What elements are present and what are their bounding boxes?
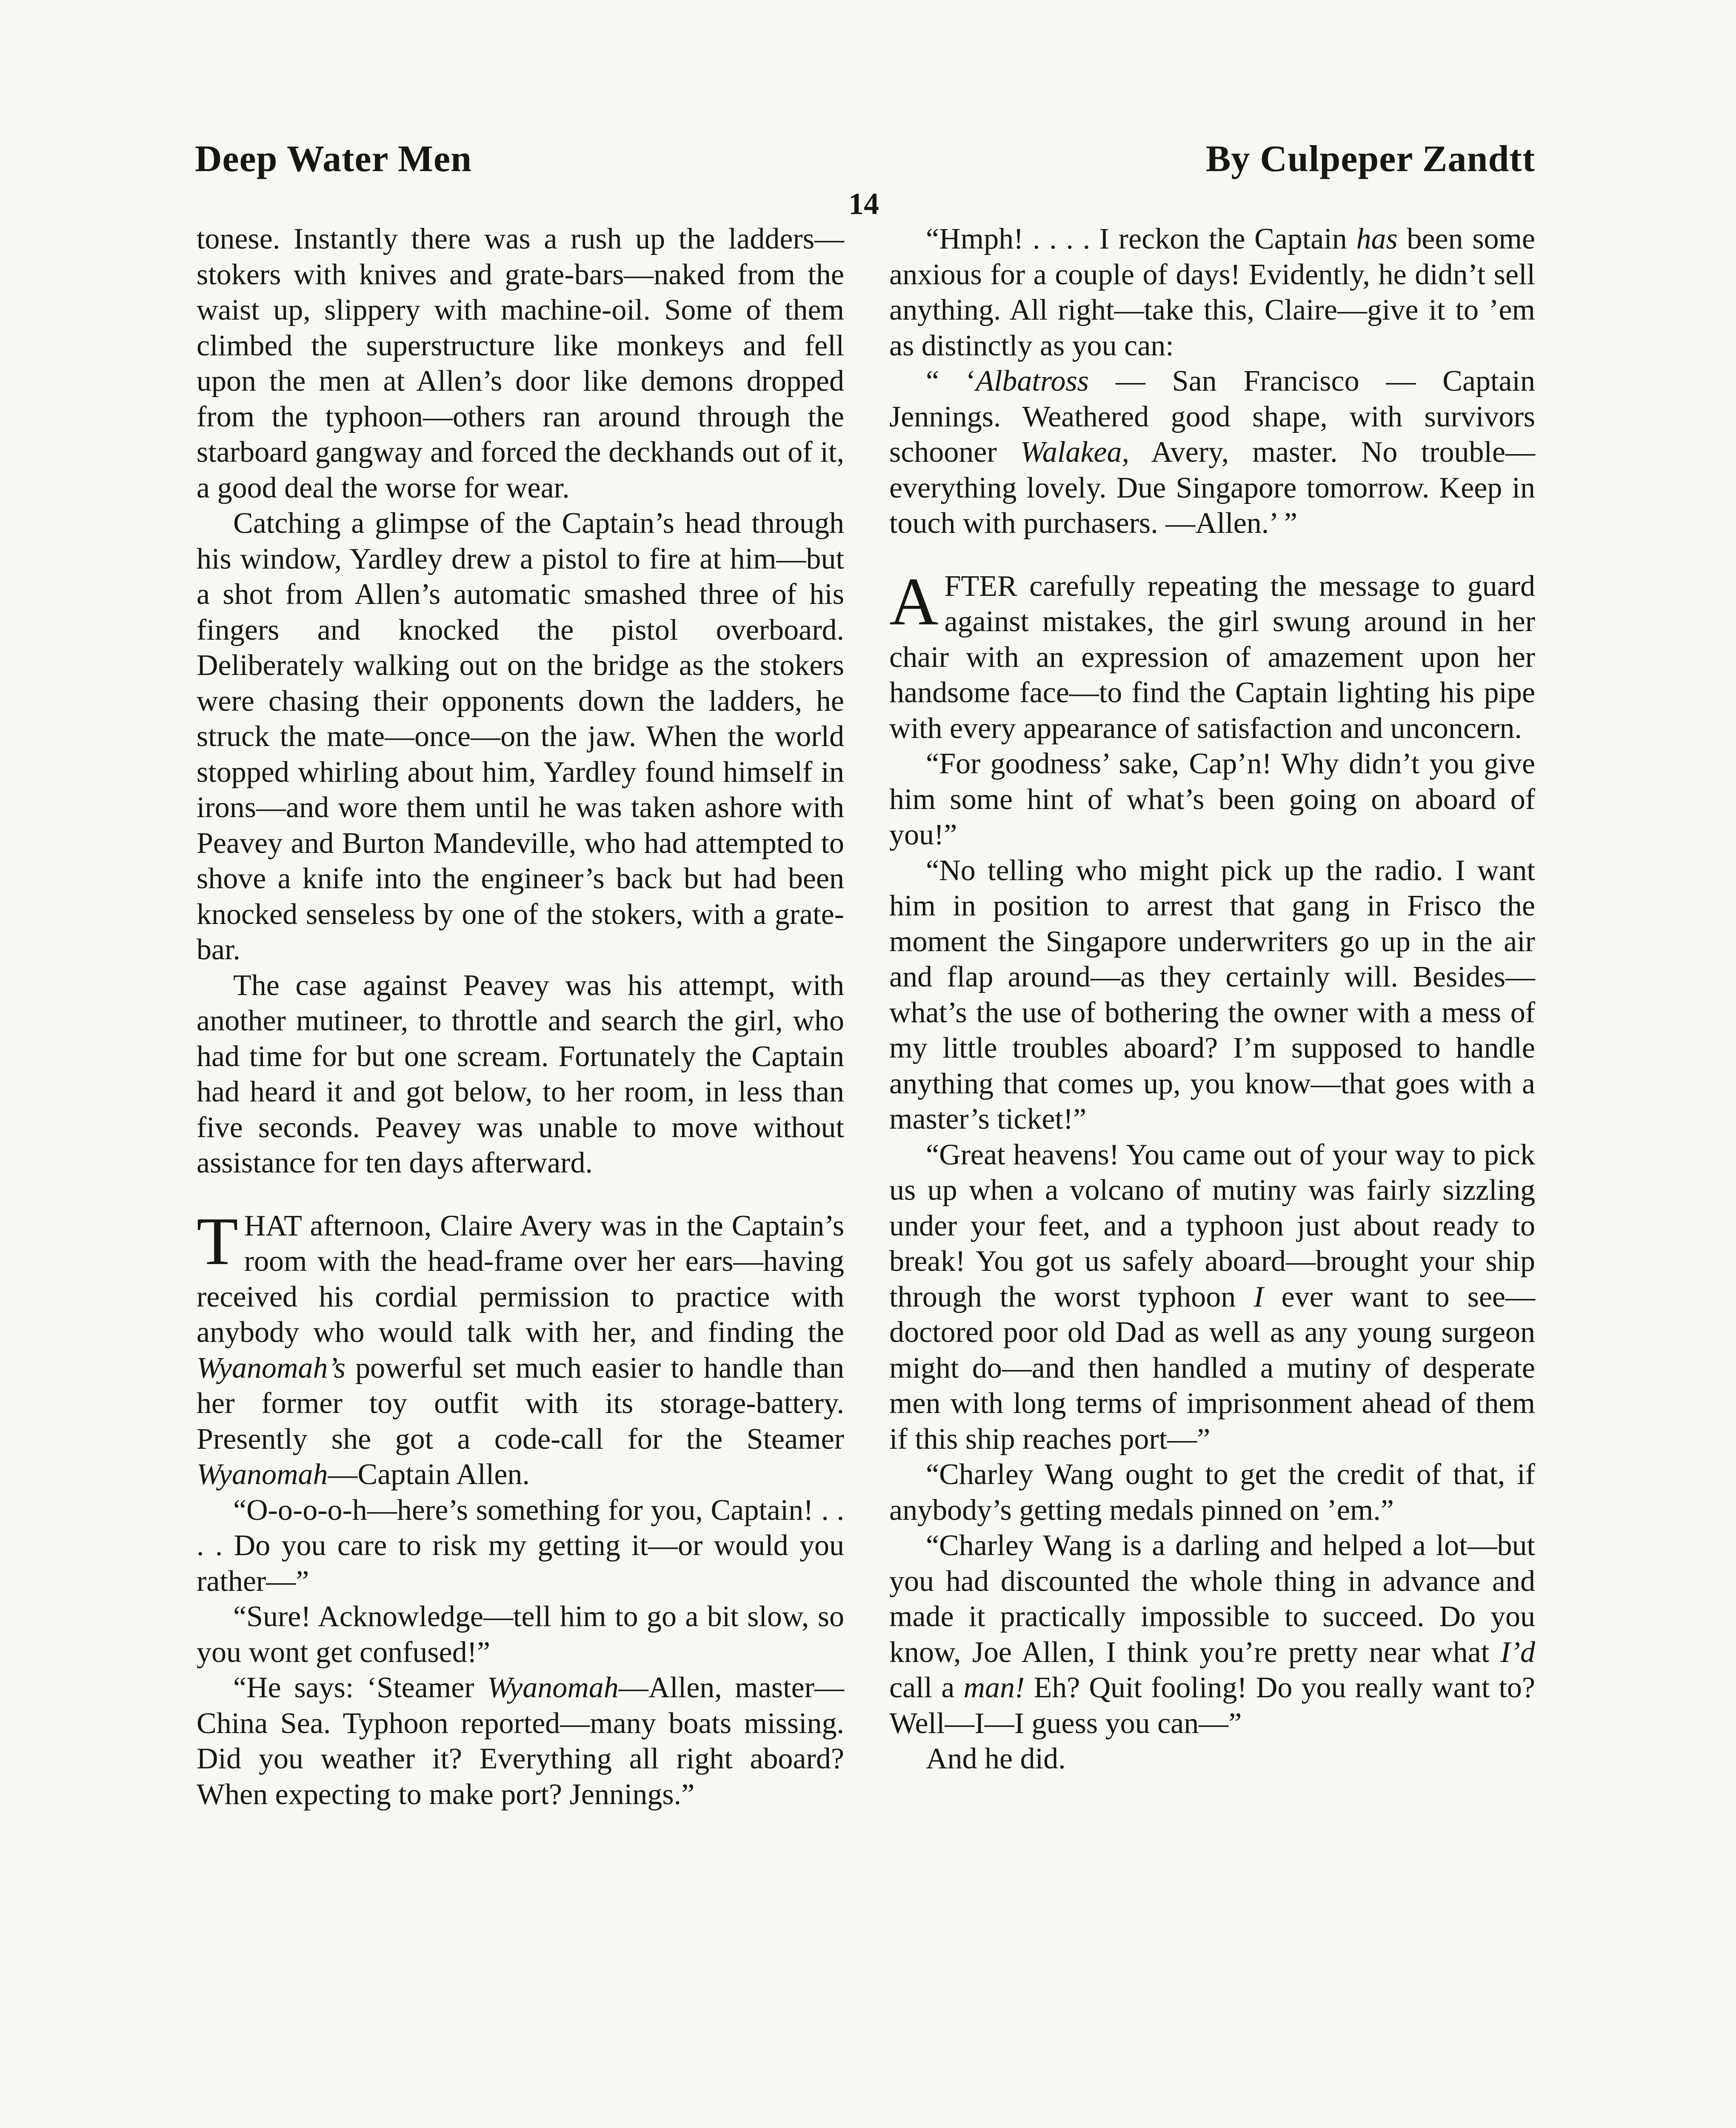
text-run: powerful set much easier to handle than her former toy outfit with its storage-battery. Presently she got a code-call for the Steamer [197, 1351, 844, 1456]
section-opening-paragraph [889, 563, 1535, 747]
drop-cap: T [197, 1203, 238, 1279]
paragraph: “O-o-o-o-h—here’s something for you, Captain! . . . . Do you care to risk my getting it—or would you rather—” [197, 1493, 844, 1598]
text-run: carefully repeating the message to guard against mistakes, the girl swung around in her chair with an expression of amazement upon her handsome face—to find the Captain lighting his pipe with every appearance of satisfaction and unconcern. [889, 569, 1535, 745]
text-run: “ ‘ [926, 365, 976, 398]
paragraph: And he did. [926, 1742, 1066, 1775]
paragraph: “Charley Wang ought to get the credit of that, if anybody’s getting medals pinned on ’em.” [889, 1458, 1535, 1527]
ship-name: Walakea, [1020, 436, 1129, 469]
emphasis: man! [963, 1671, 1025, 1704]
ship-name: Wyanomah’s [197, 1351, 346, 1384]
paragraph [889, 221, 1535, 363]
paragraph [197, 1670, 844, 1812]
emphasis: I’d [1500, 1636, 1535, 1669]
ship-name: Albatross [976, 365, 1089, 398]
page-number: 14 [848, 187, 879, 221]
text-run: been some anxious for a couple of days! Evidently, he didn’t sell anything. All right—take this, Claire—give it to ’em as distinctly as you can: [889, 223, 1535, 362]
paragraph [889, 1528, 1535, 1741]
text-run: “Charley Wang is a darling and helped a lot—but you had discounted the whole thing in advance and made it practically impossible to succeed. Do you know, Joe Allen, I think you’re pretty near what [889, 1529, 1535, 1669]
drop-cap: A [889, 563, 939, 639]
text-run: ever want to see—doctored poor old Dad as well as any young surgeon might do—and then handled a mutiny of desperate men with long terms of imprisonment ahead of them if this ship reaches port—” [889, 1280, 1535, 1456]
emphasis: I [1253, 1280, 1264, 1313]
text-run: Avery, master. No trouble—everything lovely. Due Singapore tomorrow. Keep in touch with purchasers. —Allen.’ ” [889, 436, 1535, 540]
text-run: —Allen, master—China Sea. Typhoon reported—many boats missing. Did you weather it? Everything all right aboard? When expecting to make port? Jennings.” [197, 1671, 844, 1811]
opening-word: HAT [244, 1209, 302, 1242]
text-run: call a [889, 1671, 964, 1704]
opening-word: FTER [944, 569, 1017, 603]
text-run: — San Francisco — Captain Jennings. Weathered good shape, with survivors schooner [889, 365, 1535, 469]
paragraph: The case against Peavey was his attempt, with another mutineer, to throttle and search the girl, who had time for but one scream. Fortunately the Captain had heard it and got below, to her room, in less than five seconds. Peavey was unable to move without assistance for ten days afterward. [197, 969, 844, 1179]
paragraph: “No telling who might pick up the radio. I want him in position to arrest that gang in Frisco the moment the Singapore underwriters go up in the air and flap around—as they certainly will. Besides—what’s the use of bothering the owner with a mess of my little troubles aboard? I’m supposed to handle anything that comes up, you know—that goes with a master’s ticket!” [889, 854, 1535, 1136]
paragraph [889, 1137, 1535, 1457]
paragraph: “For goodness’ sake, Cap’n! Why didn’t you give him some hint of what’s been going on aboard of you!” [889, 747, 1535, 851]
ship-name: Wyanomah [487, 1671, 619, 1704]
author-byline: By Culpeper Zandtt [1205, 138, 1535, 180]
text-run: afternoon, Claire Avery was in the Captain’s room with the head-frame over her ears—having received his cordial permission to practice with anybody who would talk with her, and finding the [197, 1209, 844, 1349]
paragraph: tonese. Instantly there was a rush up the ladders—stokers with knives and grate-bars—naked from the waist up, slippery with machine-oil. Some of them climbed the superstructure like monkeys and fell upon the men at Allen’s door like demons dropped from the typhoon—others ran around through the starboard gangway and forced the deckhands out of it, a good deal the worse for wear. [197, 223, 844, 504]
text-run: Eh? Quit fooling! Do you really want to? Well—I—I guess you can—” [889, 1671, 1535, 1740]
text-run: “Hmph! . . . . I reckon the Captain [926, 223, 1356, 255]
paragraph: Catching a glimpse of the Captain’s head through his window, Yardley drew a pistol to fire at him—but a shot from Allen’s automatic smashed three of his fingers and knocked the pistol overboard. Deliberately walking out on the bridge as the stokers were chasing their opponents down the ladders, he struck the mate—once—on the jaw. When the world stopped whirling about him, Yardley found himself in irons—and wore them until he was taken ashore with Peavey and Burton Mandeville, who had attempted to shove a knife into the engineer’s back but had been knocked senseless by one of the stokers, with a grate-bar. [197, 507, 844, 966]
radio-message [889, 363, 1535, 541]
text-run: “Great heavens! You came out of your way to pick us up when a volcano of mutiny was fairly sizzling under your feet, and a typhoon just about ready to break! You got us safely aboard—brought your ship through the worst typhoon [889, 1138, 1535, 1313]
text-run: —Captain Allen. [328, 1458, 530, 1491]
emphasis: has [1356, 223, 1398, 255]
paragraph: “Sure! Acknowledge—tell him to go a bit slow, so you wont get confused!” [197, 1600, 844, 1669]
section-opening-paragraph [197, 1203, 844, 1493]
right-column [889, 221, 1535, 1777]
left-column [197, 221, 844, 1812]
story-title: Deep Water Men [195, 138, 472, 180]
text-run: “He says: ‘Steamer [233, 1671, 488, 1704]
ship-name: Wyanomah [197, 1458, 328, 1491]
